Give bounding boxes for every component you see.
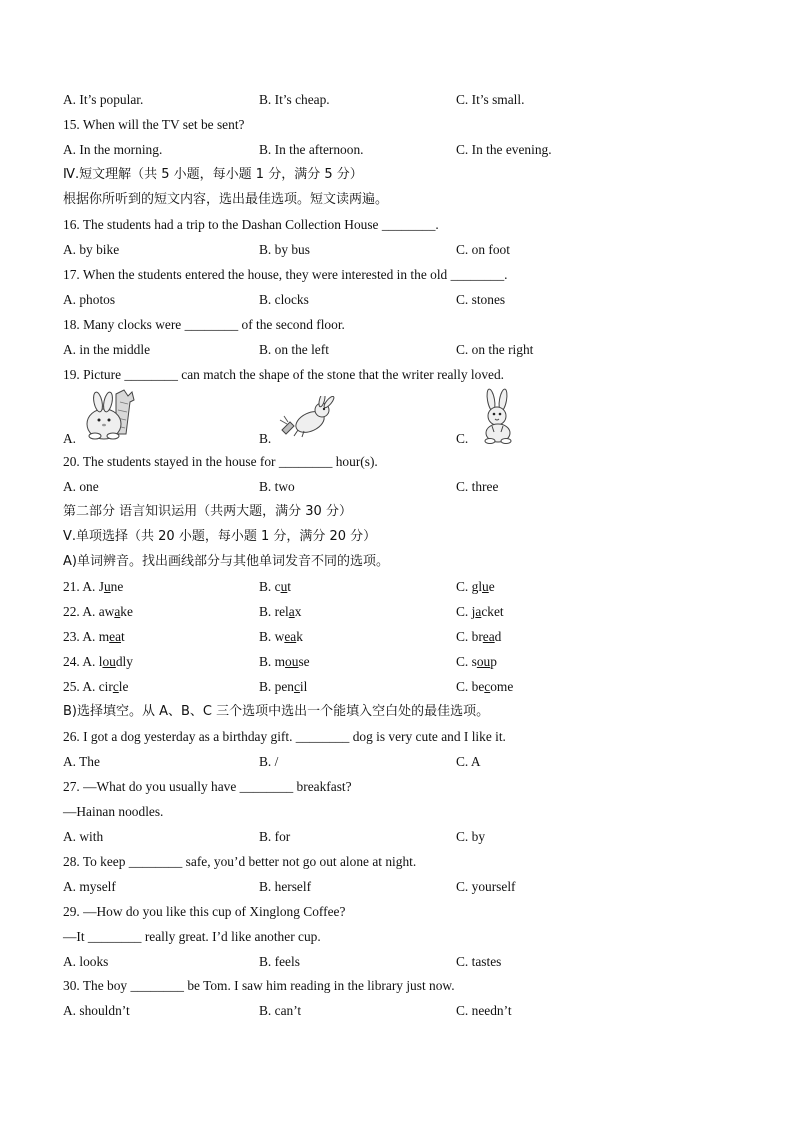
q17-option-a: A. photos bbox=[63, 292, 116, 307]
q25-option-a: 25. A. circle bbox=[63, 679, 129, 694]
q30-stem: 30. The boy ________ be Tom. I saw him reading in the library just now. bbox=[63, 978, 455, 993]
q29-option-b: B. feels bbox=[259, 954, 300, 969]
q20-stem: 20. The students stayed in the house for ________ hour(s). bbox=[63, 454, 378, 469]
q24-option-c: C. soup bbox=[456, 654, 497, 669]
q22-option-b: B. relax bbox=[259, 604, 302, 619]
q16-stem: 16. The students had a trip to the Dashan Collection House ________. bbox=[63, 217, 439, 232]
q27-option-b: B. for bbox=[259, 829, 291, 844]
q18-option-a: A. in the middle bbox=[63, 342, 151, 357]
q22-option-a: 22. A. awake bbox=[63, 604, 133, 619]
section-5-part-b-instruction: B)选择填空。从 A、B、C 三个选项中选出一个能填入空白处的最佳选项。 bbox=[63, 704, 490, 719]
q16-option-c: C. on foot bbox=[456, 242, 510, 257]
rabbit-jumping-picture-b bbox=[278, 396, 338, 438]
q14-option-c: C. It’s small. bbox=[456, 92, 525, 107]
q26-option-a: A. The bbox=[63, 754, 100, 769]
q21-option-b: B. cut bbox=[259, 579, 292, 594]
rabbit-carrot-picture-a bbox=[80, 388, 140, 444]
q14-option-a: A. It’s popular. bbox=[63, 92, 144, 107]
q29-option-c: C. tastes bbox=[456, 954, 502, 969]
q27-reply: —Hainan noodles. bbox=[63, 804, 164, 819]
q21-option-c: C. glue bbox=[456, 579, 495, 594]
q30-option-c: C. needn’t bbox=[456, 1003, 512, 1018]
q18-option-b: B. on the left bbox=[259, 342, 329, 357]
section-5-title: Ⅴ.单项选择（共 20 小题，每小题 1 分，满分 20 分） bbox=[63, 529, 377, 544]
q28-stem: 28. To keep ________ safe, you’d better not go out alone at night. bbox=[63, 854, 417, 869]
q28-option-b: B. herself bbox=[259, 879, 312, 894]
q15-option-c: C. In the evening. bbox=[456, 142, 552, 157]
q14-option-b: B. It’s cheap. bbox=[259, 92, 330, 107]
q16-option-a: A. by bike bbox=[63, 242, 120, 257]
q19-stem: 19. Picture ________ can match the shape of the stone that the writer really loved. bbox=[63, 367, 505, 382]
q27-stem: 27. —What do you usually have ________ breakfast? bbox=[63, 779, 352, 794]
q23-option-b: B. weak bbox=[259, 629, 303, 644]
q23-option-a: 23. A. meat bbox=[63, 629, 125, 644]
q25-option-b: B. pencil bbox=[259, 679, 308, 694]
q26-option-b: B. / bbox=[259, 754, 279, 769]
q29-reply: —It ________ really great. I’d like another cup. bbox=[63, 929, 321, 944]
q25-option-c: C. become bbox=[456, 679, 514, 694]
q28-option-a: A. myself bbox=[63, 879, 116, 894]
q15-option-a: A. In the morning. bbox=[63, 142, 163, 157]
q27-option-c: C. by bbox=[456, 829, 486, 844]
q16-option-b: B. by bus bbox=[259, 242, 310, 257]
q28-option-c: C. yourself bbox=[456, 879, 516, 894]
q19-option-a: A. bbox=[63, 431, 77, 446]
q23-option-c: C. bread bbox=[456, 629, 502, 644]
q20-option-c: C. three bbox=[456, 479, 499, 494]
q20-option-b: B. two bbox=[259, 479, 295, 494]
q19-option-b: B. bbox=[259, 431, 272, 446]
part-2-title: 第二部分 语言知识运用（共两大题，满分 30 分） bbox=[63, 504, 352, 519]
q22-option-c: C. jacket bbox=[456, 604, 504, 619]
q27-option-a: A. with bbox=[63, 829, 104, 844]
q24-option-b: B. mouse bbox=[259, 654, 310, 669]
q29-option-a: A. looks bbox=[63, 954, 109, 969]
q18-stem: 18. Many clocks were ________ of the second floor. bbox=[63, 317, 345, 332]
q19-option-c: C. bbox=[456, 431, 469, 446]
q21-option-a: 21. A. June bbox=[63, 579, 124, 594]
q30-option-b: B. can’t bbox=[259, 1003, 302, 1018]
q26-option-c: C. A bbox=[456, 754, 481, 769]
q15-option-b: B. In the afternoon. bbox=[259, 142, 364, 157]
section-5-part-a-instruction: A)单词辨音。找出画线部分与其他单词发音不同的选项。 bbox=[63, 554, 389, 569]
q20-option-a: A. one bbox=[63, 479, 99, 494]
q17-option-c: C. stones bbox=[456, 292, 506, 307]
section-4-instruction: 根据你所听到的短文内容，选出最佳选项。短文读两遍。 bbox=[63, 192, 389, 207]
q17-stem: 17. When the students entered the house, they were interested in the old ________. bbox=[63, 267, 508, 282]
rabbit-sitting-picture-c bbox=[476, 388, 520, 444]
q29-stem: 29. —How do you like this cup of Xinglong Coffee? bbox=[63, 904, 346, 919]
q17-option-b: B. clocks bbox=[259, 292, 309, 307]
q15-stem: 15. When will the TV set be sent? bbox=[63, 117, 245, 132]
q18-option-c: C. on the right bbox=[456, 342, 534, 357]
q24-option-a: 24. A. loudly bbox=[63, 654, 133, 669]
q30-option-a: A. shouldn’t bbox=[63, 1003, 130, 1018]
q26-stem: 26. I got a dog yesterday as a birthday gift. ________ dog is very cute and I like it. bbox=[63, 729, 506, 744]
section-4-title: Ⅳ.短文理解（共 5 小题，每小题 1 分，满分 5 分） bbox=[63, 167, 363, 182]
